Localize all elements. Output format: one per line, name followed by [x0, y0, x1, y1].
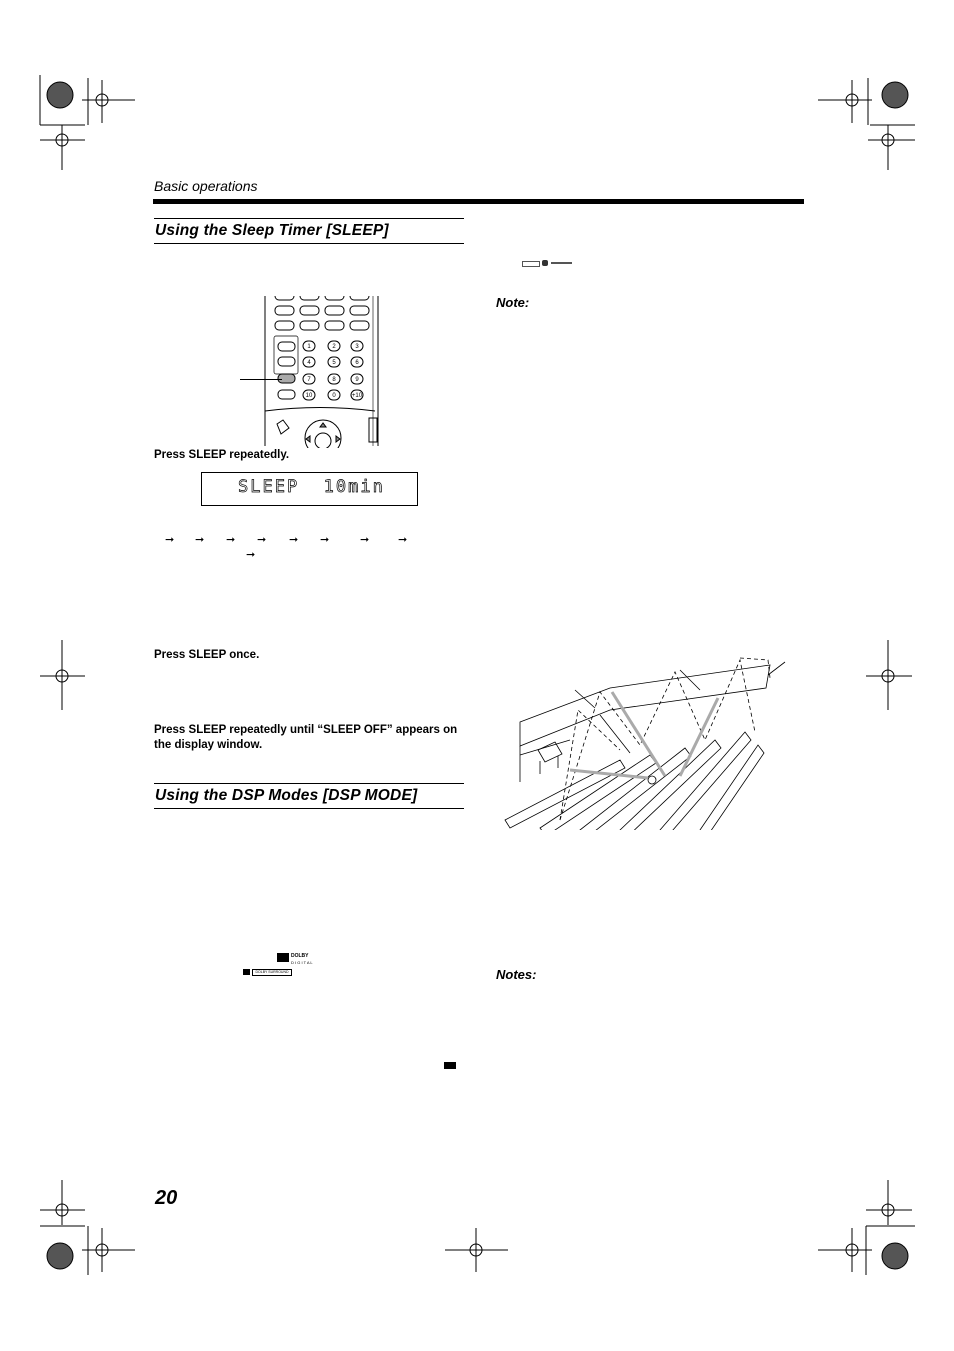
concert-hall-illustration	[500, 650, 800, 830]
sequence-arrow-9: ➞	[246, 548, 256, 561]
key-7: 7	[307, 377, 311, 383]
key-8: 8	[332, 377, 336, 383]
sleep-button-callout-line	[240, 379, 282, 380]
header-rule	[153, 199, 804, 204]
sleep-heading: Using the Sleep Timer [SLEEP]	[155, 222, 389, 239]
section-label: Basic operations	[154, 178, 258, 194]
key-0: 0	[332, 393, 336, 399]
step-press-sleep-repeatedly: Press SLEEP repeatedly.	[154, 449, 290, 461]
dolby-logo-digital-text: D I G I T A L	[291, 960, 313, 965]
key-10: 10	[305, 393, 313, 399]
dolby-digital-logo	[277, 953, 317, 967]
sequence-arrow-6: ➞	[320, 533, 330, 546]
sequence-arrow-3: ➞	[226, 533, 236, 546]
sequence-arrow-5: ➞	[289, 533, 299, 546]
sequence-arrow-2: ➞	[195, 533, 205, 546]
page-number: 20	[155, 1187, 178, 1209]
dsp-heading: Using the DSP Modes [DSP MODE]	[155, 787, 418, 804]
remote-control-illustration	[235, 296, 380, 448]
sequence-arrow-7: ➞	[360, 533, 370, 546]
key-3: 3	[355, 344, 359, 350]
sequence-arrow-1: ➞	[165, 533, 175, 546]
key-plus10: +10	[351, 393, 363, 399]
sleep-heading-rule-top	[154, 218, 464, 219]
registration-circle-top-left	[47, 82, 73, 108]
notes-title: Notes:	[496, 967, 537, 982]
dolby-logo-top-text: DOLBY	[291, 953, 309, 959]
key-2: 2	[332, 344, 336, 350]
dsp-heading-rule-bottom	[154, 808, 464, 809]
dsp-heading-rule-top	[154, 783, 464, 784]
dolby-surround-text: DOLBY SURROUND	[252, 969, 292, 976]
sequence-arrow-8: ➞	[398, 533, 408, 546]
registration-circle-bottom-left	[47, 1243, 73, 1269]
dolby-surround-logo	[243, 969, 291, 976]
key-1: 1	[307, 344, 311, 350]
step-press-sleep-once: Press SLEEP once.	[154, 649, 260, 661]
key-5: 5	[332, 360, 336, 366]
key-4: 4	[307, 360, 311, 366]
step-cancel-sleep: Press SLEEP repeatedly until “SLEEP OFF” appears on the display window.	[154, 724, 458, 751]
hyper-multichannel-logo	[522, 260, 572, 266]
registration-circle-top-right	[882, 82, 908, 108]
note-title: Note:	[496, 295, 530, 310]
sequence-arrow-4: ➞	[257, 533, 267, 546]
sleep-heading-rule-bottom	[154, 243, 464, 244]
key-9: 9	[355, 377, 359, 383]
registration-circle-bottom-right	[882, 1243, 908, 1269]
key-6: 6	[355, 360, 359, 366]
dts-logo	[444, 1062, 456, 1069]
display-text: SLEEP 10min	[238, 477, 385, 497]
